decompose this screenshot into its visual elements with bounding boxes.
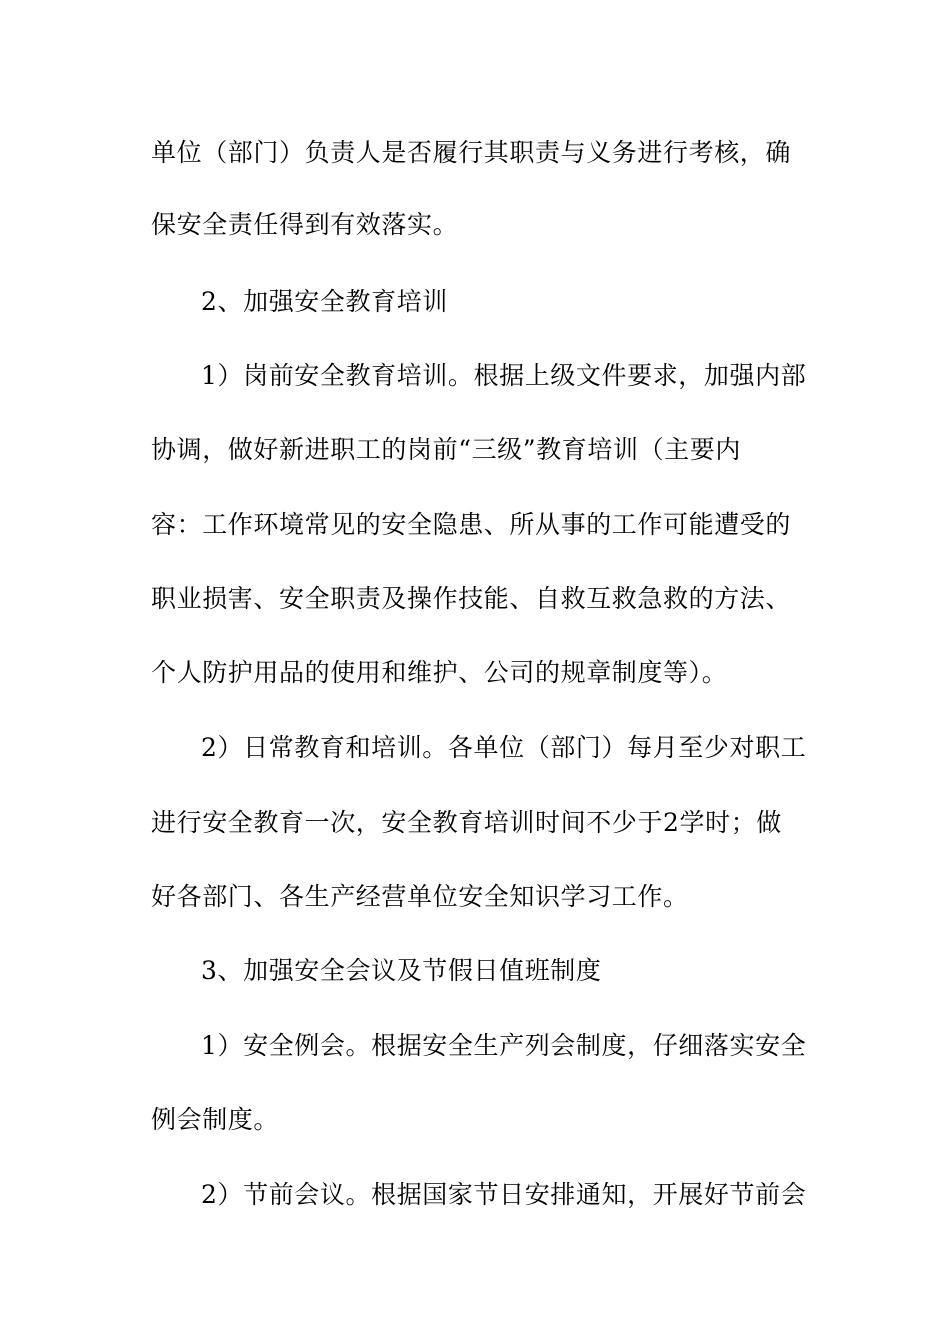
body-text-line: 职业损害、安全职责及操作技能、自救互救急救的方法、 [151,584,792,613]
body-text-line: 个人防护用品的使用和维护、公司的规章制度等）。 [151,658,728,687]
body-text-line: 单位（部门）负责人是否履行其职责与义务进行考核，确 [151,138,792,167]
section-heading: 3、加强安全会议及节假日值班制度 [201,956,602,985]
body-text-line: 例会制度。 [151,1105,280,1134]
body-text-line: 保安全责任得到有效落实。 [151,210,459,239]
section-heading: 2、加强安全教育培训 [201,287,448,316]
paragraph-first-line: 2）节前会议。根据国家节日安排通知，开展好节前会 [201,1180,807,1209]
body-text-line: 协调，做好新进职工的岗前“三级”教育培训（主要内 [151,435,741,464]
paragraph-first-line: 1）安全例会。根据安全生产列会制度，仔细落实安全 [201,1031,807,1060]
body-text-line: 容：工作环境常见的安全隐患、所从事的工作可能遭受的 [151,510,792,539]
paragraph-first-line: 1）岗前安全教育培训。根据上级文件要求，加强内部 [201,361,807,390]
body-text-line: 进行安全教育一次，安全教育培训时间不少于2学时；做 [151,808,782,837]
body-text-line: 好各部门、各生产经营单位安全知识学习工作。 [151,882,689,911]
paragraph-first-line: 2）日常教育和培训。各单位（部门）每月至少对职工 [201,733,807,762]
